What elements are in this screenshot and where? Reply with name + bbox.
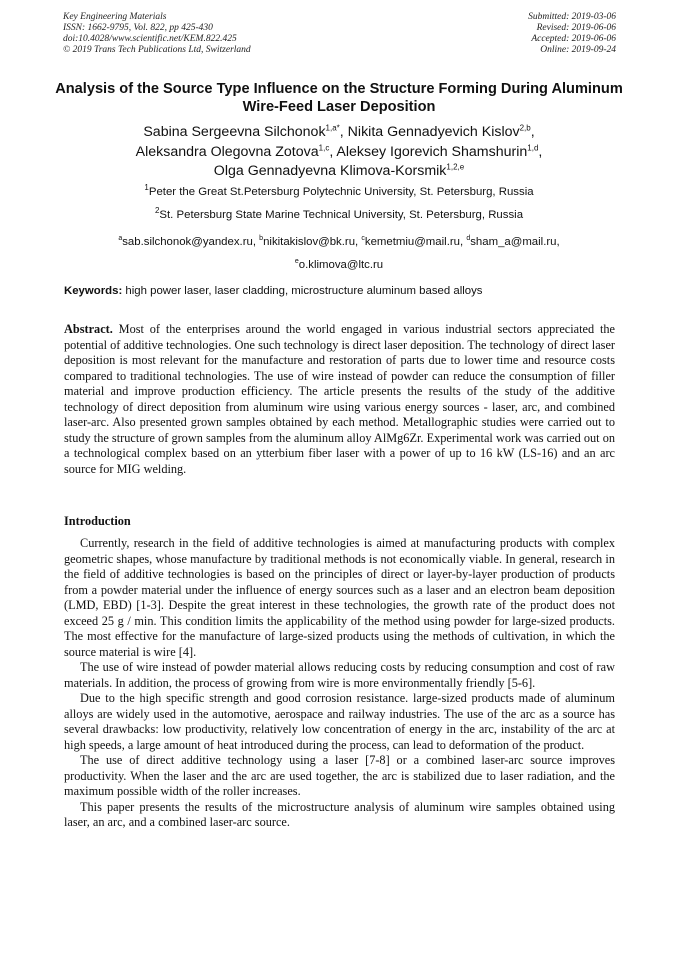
keywords-text: high power laser, laser cladding, microstructure aluminum based alloys: [125, 285, 483, 297]
affiliation-1: [40, 183, 638, 198]
author-affiliation-mark: 1,d: [527, 142, 539, 152]
online-date: Online: 2019-09-24: [540, 45, 616, 55]
affiliation-2: [40, 206, 638, 221]
author-name: Sabina Sergeevna Silchonok: [143, 124, 326, 140]
affiliation-text: St. Petersburg State Marine Technical University, St. Petersburg, Russia: [159, 209, 524, 221]
abstract-text: Most of the enterprises around the world engaged in various industrial sectors appreciated the potential of additive technologies. One such technology is direct laser deposition. The technology of direct laser deposition is most relevant for the manufacture and restoration of parts due to lower time and resource costs compared to traditional technologies. The use of wire instead of powder can reduce the consumption of filler material and improve production efficiency. The article presents the results of the study of the additive technology of direct deposition from aluminum wire using various energy sources - laser, arc, and combined laser-arc. Also presented grown samples obtained by each method. Metallographic studies were carried out to study the structure of grown samples from the aluminum alloy AlMg6Zr. Experimental work was carried out on a technological complex based on an ytterbium fiber laser with a power of up to 16 kW (LS-16) and an arc source for MIG welding.: [64, 322, 616, 476]
author-name: Aleksey Igorevich Shamshurin: [336, 143, 528, 160]
abstract: [64, 322, 615, 477]
submitted-date: Submitted: 2019-03-06: [528, 12, 616, 22]
email-link[interactable]: o.klimova@ltc.ru: [298, 259, 384, 271]
section-heading: Introduction: [64, 514, 131, 528]
paper-title: Analysis of the Source Type Influence on the Structure Forming During Aluminum Wire-Feed Laser Deposition: [55, 81, 623, 115]
affiliation-text: Peter the Great St.Petersburg Polytechnic University, St. Petersburg, Russia: [148, 186, 534, 198]
journal-copyright: © 2019 Trans Tech Publications Ltd, Switzerland: [63, 45, 251, 55]
publication-dates: [528, 12, 616, 56]
email-link[interactable]: sham_a@mail.ru,: [470, 236, 560, 248]
author-emails: $^a$sab.silchonok@yandex.ru, $^b$nikitakislov@bk.ru, $^c$kemetmiu@mail.ru, $^d$sham_a@mail.ru, $^e$o.klimova@ltc.ru: [118, 235, 560, 271]
abstract-label: Abstract.: [64, 322, 113, 336]
paragraph: Currently, research in the field of additive technologies is aimed at manufacturing products with complex geometric shapes, whose manufacture by traditional methods is not economically viable. In general, research in the field of additive technologies is based on the principles of direct or layer-by-layer production of products from a powder material under the influence of energy sources such as a laser and an electron beam deposition (LMD, EBD) [1-3]. Despite the great interest in these technologies, the growth rate of the product does not exceed 25 g / min. This condition limits the applicability of the method using powder for large-sized products. The most effective for the manufacture of large-sized products using the methods of cultivation, in which the source material is wire [4].: [64, 536, 615, 659]
paragraph: This paper presents the results of the microstructure analysis of aluminum wire samples obtained using laser, an arc, and a combined laser-arc source.: [64, 799, 615, 829]
email-link[interactable]: nikitakislov@bk.ru,: [263, 236, 362, 248]
paragraph: The use of wire instead of powder material allows reducing costs by reducing consumption and cost of raw materials. In addition, the process of growing from wire is more environmentally friendly [5-6].: [64, 660, 615, 690]
affiliation-number: 1: [144, 183, 149, 193]
paragraph: The use of direct additive technology using a laser [7-8] or a combined laser-arc source improves productivity. When the laser and the arc are used together, the arc is stabilized due to laser radiation, and the maximum possible width of the roller increases.: [64, 753, 615, 798]
author-name: Aleksandra Olegovna Zotova: [135, 143, 319, 160]
author-list: Sabina Sergeevna Silchonok$^{1,a*}$, Nikita Gennadyevich Kislov$^{2,b}$, Aleksandra Olegovna Zotova$^{1,c}$, Aleksey Igorevich Shamshurin$^{1,d}$, Olga Gennadyevna Klimova-Korsmik$^{1,2,e}$: [135, 123, 543, 179]
author-affiliation-mark: 2,b: [519, 123, 531, 133]
keywords: [64, 285, 616, 297]
affiliation-number: 2: [154, 206, 160, 216]
journal-info: [63, 12, 251, 56]
author-affiliation-mark: 1,a*: [325, 123, 340, 133]
author-name: Nikita Gennadyevich Kislov: [347, 124, 520, 140]
author-affiliation-mark: 1,c: [318, 142, 330, 152]
introduction-body: [64, 536, 615, 831]
journal-name: Key Engineering Materials: [63, 12, 167, 22]
paragraph: Due to the high specific strength and good corrosion resistance. large-sized products made of aluminum alloys are widely used in the automotive, aerospace and railway industries. The use of the arc as a source has several drawbacks: low productivity, relatively low concentration of energy in the arc, instability of the arc at high speeds, a large amount of heat introduced during the process, can lead to deformation of the product.: [64, 691, 615, 752]
accepted-date: Accepted: 2019-06-06: [531, 34, 616, 44]
journal-doi: doi:10.4028/www.scientific.net/KEM.822.425: [63, 34, 237, 44]
keywords-label: Keywords:: [64, 285, 123, 297]
journal-issn: ISSN: 1662-9795, Vol. 822, pp 425-430: [63, 23, 213, 33]
email-link[interactable]: sab.silchonok@yandex.ru,: [122, 236, 260, 248]
email-link[interactable]: kemetmiu@mail.ru,: [364, 236, 467, 248]
author-affiliation-mark: 1,2,e: [446, 162, 465, 172]
author-name: Olga Gennadyevna Klimova-Korsmik: [213, 163, 447, 179]
revised-date: Revised: 2019-06-06: [536, 23, 616, 33]
